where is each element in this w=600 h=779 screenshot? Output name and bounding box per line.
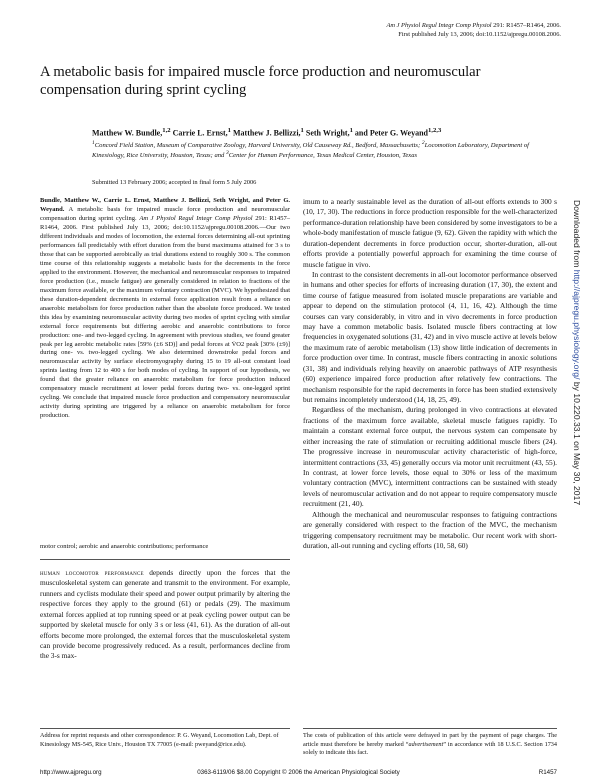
abstract-authors: Bundle, Matthew W., Carrie L. Ernst, Matthew J. Bellizzi, Seth Wright, and Peter G. Weyand. xyxy=(40,197,290,213)
download-watermark xyxy=(572,200,582,505)
copyright-line: 0363-6119/06 $8.00 Copyright © 2006 the American Physiological Society xyxy=(197,769,400,776)
download-suffix: by 10.220.33.1 on May 30, 2017 xyxy=(572,379,582,506)
footnote-divider-right xyxy=(303,728,557,729)
costs-text-end: ” in accordance with 18 U.S.C. Section 1734 solely to indicate this fact. xyxy=(303,740,557,757)
submission-dates: Submitted 13 February 2006; accepted in final form 5 July 2006 xyxy=(92,179,257,186)
published-date: First published July 13, 2006; doi:10.1152/ajpregu.00108.2006. xyxy=(398,30,561,38)
author-list: Matthew W. Bundle,$^{1,2}$ Carrie L. Ernst,$^1$ Matthew J. Bellizzi,$^1$ Seth Wright,$^1$ and Peter G. Weyand$^{1,2,3}$ xyxy=(92,127,442,138)
abstract-cite-title: A metabolic basis for impaired muscle force production and neuromuscular compensation during sprint cycling. xyxy=(40,205,290,222)
download-prefix: Downloaded from xyxy=(572,200,582,270)
article-title: A metabolic basis for impaired muscle force production and neuromuscular compensation during sprint cycling xyxy=(40,64,481,99)
abstract xyxy=(40,197,290,421)
correspondence-address: Address for reprint requests and other correspondence: P. G. Weyand, Locomotion Lab, Dept. of Kinesiology MS-545, Rice Univ., Houston TX 77005 (e-mail: pweyand@rice.edu). xyxy=(40,732,279,748)
journal-url-link[interactable]: http://www.ajpregu.org xyxy=(40,769,102,776)
costs-advertisement: advertisement xyxy=(408,740,444,748)
abstract-body: —Our two different individuals and modes of locomotion, the external forces determining all-out sprinting performances fall predictably with effort duration from the burst maximums attained for 3 s to those that can be supported aerobically as trial durations extend to roughly 300 s. The common time course of this relationship suggests a metabolic basis for the decrements in the force applied to the environment. However, the mechanical and neuromuscular responses to impaired force production (i.e., muscle fatigue) are generally considered in relation to fractions of the maximum force available, or the maximum voluntary contraction (MVC). We hypothesized that these duration-dependent decrements in external force application result from a reliance on anaerobic metabolism for force production rather than the absolute force produced. We tested this idea by examining neuromuscular activity during two modes of sprint cycling with similar external force requirements but differing aerobic and anaerobic contributions to force production: one- and two-legged cycling. In agreement with previous studies, we found greater peak per leg aerobic metabolic rates [59% (±6 SD)] and pedal forces at V̇O2 peak [30% (±9)] during one- vs. two-legged cycling. We also determined downstroke pedal forces and neuromuscular activity by surface electromyography during 15 to 19 all-out constant load sprints lasting from 12 to 400 s for both modes of cycling. In support of our hypothesis, we found that the greater reliance on anaerobic metabolism for force production induced compensatory muscle recruitment at lower pedal forces during two- vs. one-legged sprint cycling. We conclude that impaired muscle force production and compensatory neuromuscular activity during sprinting are triggered by a reliance on anaerobic metabolism for force production. xyxy=(40,223,291,420)
journal-volume-pages: 291: R1457–R1464, 2006. xyxy=(491,22,561,29)
body-paragraph: imum to a nearly sustainable level as the duration of all-out efforts extends to 300 s (10, 17, 30). The reductions in force production responsible for the well-characterized performance-duration relationship have been considered by some investigators to be a whole-body manifestation of muscle fatigue (9, 62). Given the rapidity with which the duration-dependent decrements in force production occur, shorter-duration, all-out efforts provide a potentially powerful approach for examining the time course of muscle fatigue in vivo. xyxy=(303,197,557,269)
keywords: motor control; aerobic and anaerobic contributions; performance xyxy=(40,543,209,550)
costs-text: The costs of publication of this article were defrayed in part by the payment of page charges. The article must therefore be hereby marked “ xyxy=(303,732,557,748)
body-paragraph: Regardless of the mechanism, during prolonged in vivo contractions at elevated fractions of the maximum force available, skeletal muscle fatigues rapidly. To maintain a constant external force output, the nervous system can compensate by either increasing the rate of stimulation or recruiting additional muscle fibers (24). The progressive increase in neuromuscular activity characteristic of high-force, intermittent contractions (33, 45) generally occurs via motor unit recruitment (43, 55). In contrast, at lower force levels, those equal to 30% or less of the maximum voluntary contraction (MVC), intermittent contractions can be sustained with steady levels of neuromuscular activation and do not appear to require compensatory muscle recruitment (21, 40). xyxy=(303,405,557,509)
intro-text: depends directly upon the forces that the musculoskeletal system can generate and transmit to the environment. For example, runners and cyclists modulate their speed and power output primarily by altering the respective forces they apply to the ground (61) or pedals (29). The maximum external forces applied at top running speed or at peak cycling power output can be supported by skeletal muscle for only 3 s or less (41, 61). As the duration of all-out efforts become more prolonged, the external forces that the musculoskeletal system can provide become progressively reduced. As a result, performances decline from the 3-s max- xyxy=(40,568,290,661)
download-source-link[interactable]: http://ajpregu.physiology.org/ xyxy=(572,269,582,380)
right-column xyxy=(303,197,557,551)
intro-paragraph xyxy=(40,568,290,662)
section-divider xyxy=(40,559,290,560)
abstract-journal: Am J Physiol Regul Integr Comp Physiol xyxy=(139,214,253,222)
page-number: R1457 xyxy=(538,769,557,776)
abstract-cite-rest: 291: R1457–R1464, 2006. First published July 13, 2006; doi:10.1152/ajpregu.00108.2006. xyxy=(40,214,291,231)
journal-header xyxy=(181,22,561,39)
intro-lead: human locomotor performance xyxy=(40,568,144,577)
affiliations: $^1$Concord Field Station, Museum of Comparative Zoology, Harvard University, Old Causeway Rd., Bedford, Massachusetts; $^2$Locomotion Laboratory, Department of Kinesiology, Rice University, Houston, Texas; and $^3$Center for Human Performance, Texas Medical Center, Houston, Texas xyxy=(92,140,530,160)
body-paragraph: In contrast to the consistent decrements in all-out locomotor performance observed in humans and other species for efforts of increasing duration (17, 30), the extent and time course of fatigue measured from isolated muscle preparations are variable and appear to depend on the stimulation protocol (4, 11, 16, 42). Although the time courses can vary considerably, in vitro and in vivo decrements in force production may have a common metabolic basis. Isolated muscle fibers contracting at low frequencies in oxygenated solutions (31, 42) and in vivo muscle active at levels below the maximum rate of aerobic metabolism (13) show little indication of decrements in force production over time. In contrast, muscle fibers contracting in anoxic solutions (31, 38) and individuals relying heavily on anaerobic pathways of ATP resynthesis (60) experience impaired force production after relatively few contractions. The mechanism responsible for the rapid decrements in force has been studied extensively but remains incompletely understood (14, 18, 25, 49). xyxy=(303,269,557,405)
journal-citation: Am J Physiol Regul Integr Comp Physiol xyxy=(386,22,492,29)
footnote-divider-left xyxy=(40,728,290,729)
publication-costs-note xyxy=(303,732,557,758)
body-paragraph: Although the mechanical and neuromuscular responses to fatiguing contractions are generally considered with respect to the fraction of the MVC, the mechanism triggering compensatory recruitment may be metabolic. Our recent work with short-duration, all-out running and cycling efforts (10, 58, 60) xyxy=(303,509,557,550)
